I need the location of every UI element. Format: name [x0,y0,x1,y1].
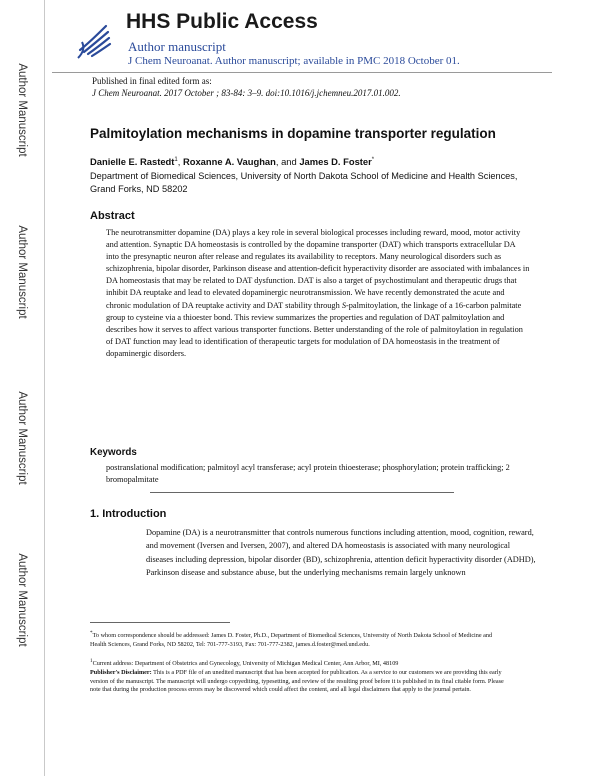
footnote-current-address: $^1$Current address: Department of Obstetrics and Gynecology, University of Michigan Medical Center, Ann Arbor, MI, 48109 [90,658,399,668]
introduction-text: Dopamine (DA) is a neurotransmitter that controls numerous functions including attention, mood, cognition, reward, and movement (Iversen and Iversen, 2007), and altered DA homeostasis is associated with many neurological diseases including depression, bipolar disorder (BD), schizophrenia, attention deficit hyperactivity disorder (ADHD), Parkinson disease and substance abuse, but the underlying mechanisms remain largely unknown [146,528,536,578]
introduction-heading: 1. Introduction [90,508,167,520]
article-title: Palmitoylation mechanisms in dopamine transporter regulation [90,126,496,141]
author-name: Roxanne A. Vaughan [182,156,276,167]
keywords-heading: Keywords [90,447,137,458]
author-list: Danielle E. Rastedt$^1$, Roxanne A. Vaughan, and James D. Foster* [90,156,375,167]
journal-availability-line: J Chem Neuroanat. Author manuscript; available in PMC 2018 October 01. [128,55,460,67]
hhs-public-access-title: HHS Public Access [126,10,318,33]
hhs-eagle-logo-icon [76,20,112,60]
publisher-disclaimer: Publisher's Disclaimer: This is a PDF file of an unedited manuscript that has been accepted for publication. As a service to our customers we are providing this early version of the manuscript. The manuscript will undergo copyediting, typesetting, and review of the resulting proof before it is published in its final citable form. Please note that during the production process errors may be discovered which could affect the content, and all legal disclaimers that apply to the journal pertain. [90,669,504,694]
author-manuscript-label: Author manuscript [128,39,226,54]
citation-line: J Chem Neuroanat. 2017 October ; 83-84: 3–9. doi:10.1016/j.jchemneu.2017.01.002. [92,88,401,98]
author-name: James D. Foster [299,156,372,167]
keywords-text: postranslational modification; palmitoyl acyl transferase; acyl protein thioesterase; phosphorylation; protein trafficking; 2 bromopalmitate [106,463,510,484]
affiliation: Department of Biomedical Sciences, University of North Dakota School of Medicine and Health Sciences, Grand Forks, ND 58202 [90,171,518,194]
footnote-correspondence: *To whom correspondence should be addressed: James D. Foster, Ph.D., Department of Biomedical Sciences, University of North Dakota School of Medicine and Health Sciences, Grand Forks, ND 58202, Tel: 701-777-3193, Fax: 701-777-2382, james.d.foster@med.und.edu. [90,630,493,648]
abstract-heading: Abstract [90,210,135,222]
keywords-divider [150,492,454,493]
footnote-divider [90,622,230,623]
author-name: Danielle E. Rastedt [90,156,175,167]
abstract-text: The neurotransmitter dopamine (DA) plays a key role in several biological processes including reward, mood, motor activity and attention. Synaptic DA homeostasis is controlled by the dopamine transporter (DAT) which transports extracellular DA into the presynaptic neuron after release and regulates its availability to receptors. Many neurological disorders such as schizophrenia, bipolar disorder, Parkinson disease and attention-deficit hyperactivity disorder are associated with imbalances in DA homeostasis that may be related to DAT dysfunction. DAT is also a target of psychostimulant and therapeutic drugs that inhibit DA reuptake and lead to elevated dopaminergic neurotransmission. We have recently demonstrated the acute and chronic modulation of DA reuptake activity and DAT stability through S-palmitoylation, the linkage of a 16-carbon palmitate group to cysteine via a thioester bond. This review summarizes the properties and regulation of DAT palmitoylation and describes how it serves to affect various transporter functions. Better understanding of the role of palmitoylation in regulation of DAT function may lead to identification of therapeutic targets for modulation of DA homeostasis in the treatment of dopaminergic disorders. [106,228,530,358]
header-divider [52,72,552,73]
published-label: Published in final edited form as: [92,76,212,86]
